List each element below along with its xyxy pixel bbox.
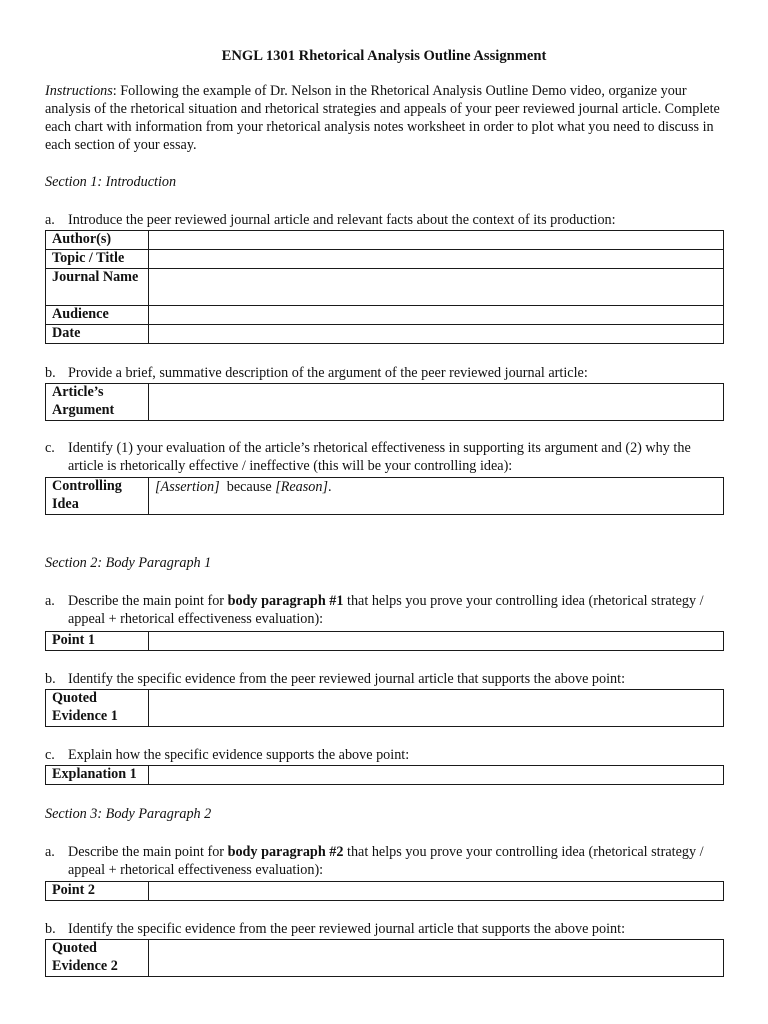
table-row — [46, 269, 724, 306]
question-letter: a. — [45, 212, 55, 228]
question-text: Provide a brief, summative description of the argument of the peer reviewed journal article: — [68, 365, 588, 381]
question-text: Explain how the specific evidence supports the above point: — [68, 747, 410, 763]
journal-name-label: Journal Name — [46, 269, 149, 306]
point2-table — [45, 881, 724, 901]
evidence2-table — [45, 939, 724, 977]
question-letter: a. — [45, 844, 55, 860]
table-row — [46, 250, 724, 269]
section2-question-c — [45, 746, 725, 764]
point2-field[interactable] — [149, 882, 724, 901]
question-text: Introduce the peer reviewed journal article and relevant facts about the context of its production: — [68, 212, 616, 228]
question-letter: c. — [45, 747, 55, 763]
quoted-evidence2-field[interactable] — [149, 940, 724, 977]
table-row — [46, 384, 724, 421]
instructions-paragraph — [45, 82, 725, 154]
question-text-bold: body paragraph #1 — [227, 593, 344, 609]
question-letter: b. — [45, 671, 56, 687]
date-label: Date — [46, 325, 149, 344]
question-text-pre: Describe the main point for — [68, 844, 228, 860]
question-text-pre: Describe the main point for — [68, 593, 228, 609]
question-text: Identify the specific evidence from the peer reviewed journal article that supports the above point: — [68, 671, 626, 687]
instructions-text: : Following the example of Dr. Nelson in the Rhetorical Analysis Outline Demo video, organize your analysis of the rhetorical situation and rhetorical strategies and appeals of your peer reviewed journal article. Complete each chart with information from your rhetorical analysis notes worksheet in order to plot what you need to discuss in each section of your essay. — [45, 83, 720, 153]
journal-name-field[interactable] — [149, 269, 724, 306]
table-row — [46, 231, 724, 250]
question-letter: b. — [45, 365, 56, 381]
table-row — [46, 306, 724, 325]
question-letter: a. — [45, 593, 55, 609]
explanation1-field[interactable] — [149, 766, 724, 785]
question-text: Identify (1) your evaluation of the article’s rhetorical effectiveness in supporting its argument and (2) why the article is rhetorically effective / ineffective (this will be your controlling idea): — [68, 440, 691, 474]
article-argument-label: Article’s Argument — [46, 384, 149, 421]
because-text: because — [226, 479, 272, 495]
instructions-label: Instructions — [45, 83, 113, 99]
point1-label: Point 1 — [46, 632, 149, 651]
article-argument-field[interactable] — [149, 384, 724, 421]
section3-question-a — [45, 843, 725, 879]
assertion-placeholder: [Assertion] — [155, 479, 220, 495]
question-text — [45, 592, 725, 628]
context-table — [45, 230, 724, 344]
author-field[interactable] — [149, 231, 724, 250]
reason-placeholder: [Reason] — [275, 479, 328, 495]
explanation1-table — [45, 765, 724, 785]
question-text-bold: body paragraph #2 — [227, 844, 344, 860]
explanation1-label: Explanation 1 — [46, 766, 149, 785]
controlling-idea-field[interactable] — [149, 478, 724, 515]
point1-table — [45, 631, 724, 651]
audience-label: Audience — [46, 306, 149, 325]
table-row — [46, 766, 724, 785]
table-row — [46, 478, 724, 515]
table-row — [46, 325, 724, 344]
question-letter: b. — [45, 921, 56, 937]
quoted-evidence1-label: Quoted Evidence 1 — [46, 690, 149, 727]
controlling-idea-label: Controlling Idea — [46, 478, 149, 515]
date-field[interactable] — [149, 325, 724, 344]
period-text: . — [328, 479, 332, 495]
controlling-idea-table — [45, 477, 724, 515]
audience-field[interactable] — [149, 306, 724, 325]
section3-heading: Section 3: Body Paragraph 2 — [45, 806, 212, 822]
argument-table — [45, 383, 724, 421]
section3-question-b — [45, 920, 725, 938]
question-text-post: that helps you prove your controlling idea (rhetorical strategy / appeal + rhetorical effectiveness evaluation): — [68, 844, 704, 878]
table-row — [46, 940, 724, 977]
topic-title-label: Topic / Title — [46, 250, 149, 269]
question-letter: c. — [45, 440, 55, 456]
question-text-post: that helps you prove your controlling idea (rhetorical strategy / appeal + rhetorical effectiveness evaluation): — [68, 593, 704, 627]
point1-field[interactable] — [149, 632, 724, 651]
section1-question-c — [45, 439, 725, 475]
section2-question-b — [45, 670, 725, 688]
table-row — [46, 882, 724, 901]
point2-label: Point 2 — [46, 882, 149, 901]
section2-heading: Section 2: Body Paragraph 1 — [45, 555, 212, 571]
section1-heading: Section 1: Introduction — [45, 174, 177, 190]
topic-title-field[interactable] — [149, 250, 724, 269]
question-text: Identify the specific evidence from the peer reviewed journal article that supports the above point: — [68, 921, 626, 937]
evidence1-table — [45, 689, 724, 727]
section1-question-b — [45, 364, 725, 382]
quoted-evidence2-label: Quoted Evidence 2 — [46, 940, 149, 977]
section2-question-a — [45, 592, 725, 628]
document-title: ENGL 1301 Rhetorical Analysis Outline Assignment — [221, 48, 547, 64]
author-label: Author(s) — [46, 231, 149, 250]
table-row — [46, 632, 724, 651]
table-row — [46, 690, 724, 727]
question-text — [45, 843, 725, 879]
quoted-evidence1-field[interactable] — [149, 690, 724, 727]
section1-question-a — [45, 211, 725, 229]
